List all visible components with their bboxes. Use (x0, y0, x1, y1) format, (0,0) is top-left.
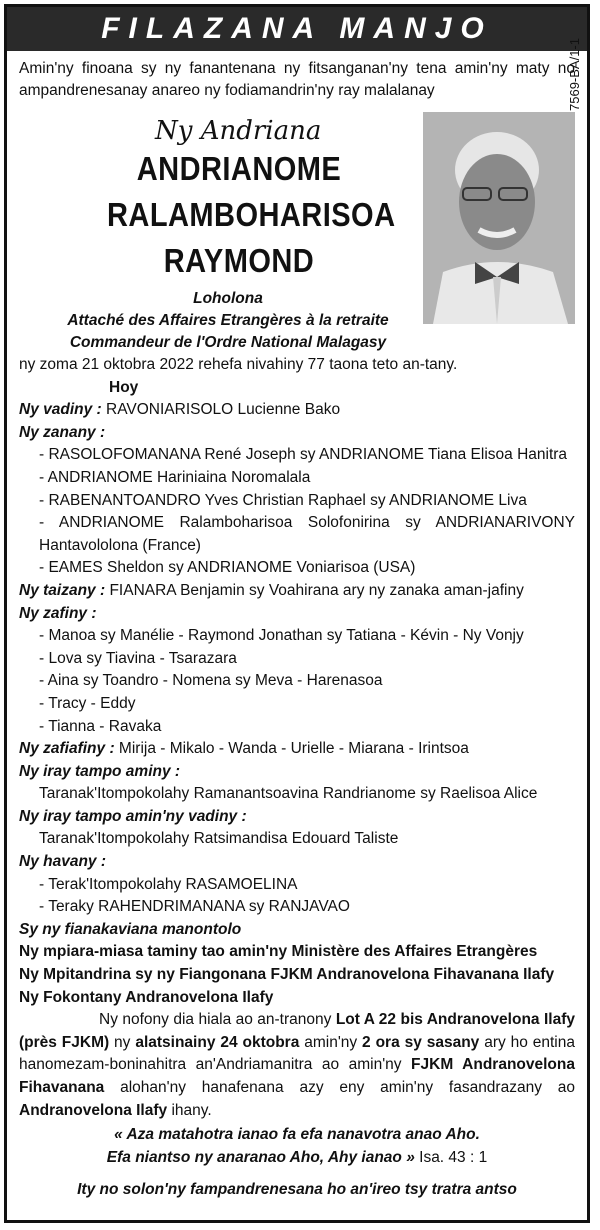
great-grandchildren-value: Mirija - Mikalo - Wanda - Urielle - Miarana - Irintsoa (118, 740, 469, 758)
grandchild-item: - Aina sy Toandro - Nomena sy Meva - Harenasoa (39, 672, 383, 690)
verse-quote: Efa niantso ny anaranao Aho, Ahy ianao » (106, 1148, 415, 1166)
notice-frame (4, 4, 590, 1223)
hoy-label: Hoy (109, 378, 139, 396)
header-title: FILAZANA MANJO (101, 12, 493, 45)
siblings-value: Taranak'Itompokolahy Ramanantsoavina Randrianome sy Raelisoa Alice (39, 785, 538, 803)
relative-item: - Terak'Itompokolahy RASAMOELINA (39, 875, 298, 893)
foster-line (19, 580, 575, 603)
deceased-name-line-2: RALAMBOHARISOA (107, 196, 396, 233)
burial-place: Andranovelona Ilafy (19, 1101, 168, 1119)
burial-text: ihany. (167, 1101, 212, 1119)
spouse-line (19, 399, 575, 422)
spouse-siblings-value: Taranak'Itompokolahy Ratsimandisa Edouard Taliste (39, 830, 399, 848)
org-line: Ny Mpitandrina sy ny Fiangonana FJKM Andranovelona Fihavanana Ilafy (19, 966, 555, 984)
title-line: Attaché des Affaires Etrangères à la retraite (67, 312, 389, 329)
burial-time: 2 ora sy sasany (362, 1033, 480, 1051)
foster-value: FIANARA Benjamin sy Voahirana ary ny zanaka aman-jafiny (109, 581, 524, 599)
grandchild-item: - Manoa sy Manélie - Raymond Jonathan sy Tatiana - Kévin - Ny Vonjy (39, 627, 524, 645)
notice-content (19, 38, 582, 1199)
grandchildren-label: Ny zafiny : (19, 604, 97, 622)
portrait-photo (423, 112, 575, 324)
burial-text: Ny nofony dia hiala ao an-tranony (99, 1011, 336, 1029)
relative-item: - Teraky RAHENDRIMANANA sy RANJAVAO (39, 898, 350, 916)
child-item: - ANDRIANOME Ralamboharisoa Solofonirina sy ANDRIANARIVONY Hantavololona (France) (39, 514, 575, 554)
portrait-image (423, 112, 575, 324)
deceased-name-line-3: RAYMOND (163, 242, 315, 279)
great-grandchildren-label: Ny zafiafiny : (19, 740, 115, 758)
whole-family-line: Sy ny fianakaviana manontolo (19, 920, 242, 938)
child-item: - ANDRIANOME Hariniaina Noromalala (39, 468, 311, 486)
siblings-label: Ny iray tampo aminy : (19, 762, 181, 780)
great-grandchildren-line (19, 738, 575, 761)
title-line: Loholona (193, 290, 263, 307)
spouse-value: RAVONIARISOLO Lucienne Bako (106, 401, 341, 419)
burial-text: ary ho entina hanomezam-boninahitra an'Andriamanitra ao amin'ny (19, 1033, 575, 1074)
burial-text: amin'ny (299, 1033, 363, 1051)
notice-code: 7569-BA/1-1 (567, 38, 582, 111)
death-line: ny zoma 21 oktobra 2022 rehefa nivahiny 77 taona teto an-tany. (19, 356, 458, 373)
deceased-name-line-1: ANDRIANOME (136, 150, 342, 187)
foster-label: Ny taizany : (19, 581, 106, 599)
closing-line: Ity no solon'ny fampandrenesana ho an'ireo tsy tratra antso (77, 1181, 517, 1199)
titles-block (19, 288, 437, 354)
burial-paragraph (19, 1009, 575, 1122)
burial-church: FJKM Andranovelona Fihavanana (19, 1056, 575, 1096)
grandchild-item: - Tracy - Eddy (39, 694, 136, 712)
notice-body (19, 354, 575, 1202)
org-line: Ny Fokontany Andranovelona Ilafy (19, 988, 274, 1006)
notice-header (7, 7, 587, 51)
intro-text: Amin'ny finoana sy ny fanantenana ny fitsanganan'ny tena amin'ny maty no ampandrenesanay anareo ny fodiamandrin'ny ray malalanay (19, 60, 575, 99)
child-item: - RASOLOFOMANANA René Joseph sy ANDRIANOME Tiana Elisoa Hanitra (39, 446, 568, 464)
honorific: Ny Andriana (155, 116, 322, 146)
verse-line-1: « Aza matahotra ianao fa efa nanavotra anao Aho. (114, 1126, 480, 1144)
verse-line-2 (19, 1147, 575, 1170)
child-item: - EAMES Sheldon sy ANDRIANOME Voniarisoa (USA) (39, 559, 416, 577)
child-item: - RABENANTOANDRO Yves Christian Raphael sy ANDRIANOME Liva (39, 491, 527, 509)
burial-address: Lot A 22 bis Andranovelona Ilafy (près FJKM) (19, 1011, 575, 1051)
burial-text: ny (109, 1033, 136, 1051)
org-line: Ny mpiara-miasa taminy tao amin'ny Ministère des Affaires Etrangères (19, 943, 538, 961)
grandchild-item: - Lova sy Tiavina - Tsarazara (39, 649, 237, 667)
relatives-label: Ny havany : (19, 853, 107, 871)
spouse-siblings-label: Ny iray tampo amin'ny vadiny : (19, 807, 247, 825)
children-label: Ny zanany : (19, 423, 106, 441)
spouse-label: Ny vadiny : (19, 401, 102, 419)
burial-text: alohan'ny hanafenana azy eny amin'ny fasandrazany ao (104, 1079, 575, 1096)
burial-date: alatsinainy 24 oktobra (135, 1033, 300, 1051)
grandchild-item: - Tianna - Ravaka (39, 717, 162, 735)
title-line: Commandeur de l'Ordre National Malagasy (69, 334, 387, 351)
verse-reference: Isa. 43 : 1 (414, 1148, 488, 1166)
